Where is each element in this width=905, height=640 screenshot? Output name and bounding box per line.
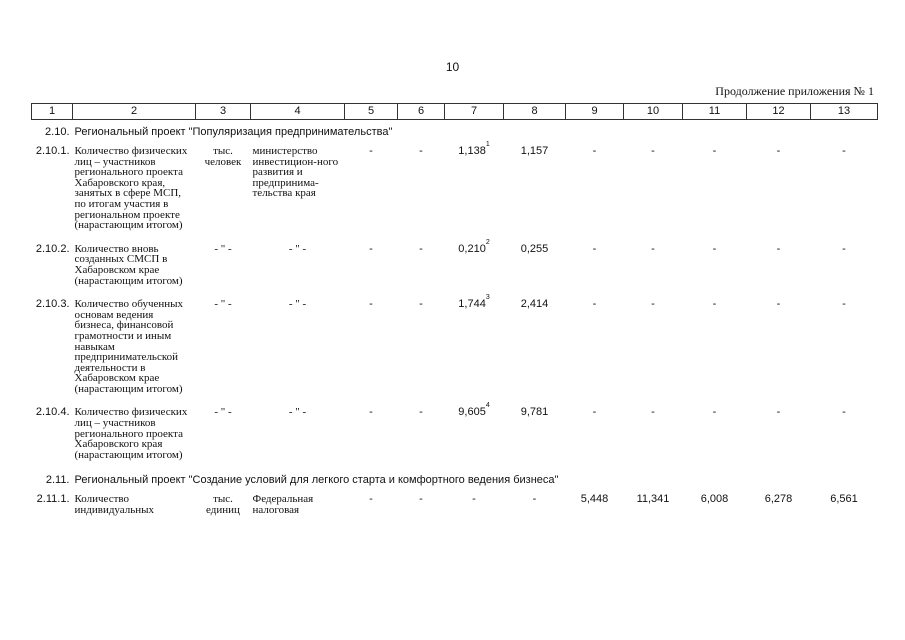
responsible-cell: - " - bbox=[288, 406, 307, 419]
value-cell: 6,561 bbox=[830, 493, 858, 506]
col-header: 3 bbox=[196, 104, 251, 120]
value-cell bbox=[445, 294, 504, 402]
value-cell: 1,157 bbox=[520, 145, 549, 157]
value-text: 9,605 bbox=[458, 406, 486, 419]
value-cell: - bbox=[651, 406, 655, 419]
responsible-cell: министерство инвестицион-ного развития и предпринима-тельства края bbox=[252, 145, 339, 200]
value-cell: - bbox=[651, 242, 655, 255]
indicator-name: Количество индивидуальных bbox=[74, 493, 155, 517]
section-row bbox=[32, 120, 878, 142]
value-cell: 6,008 bbox=[700, 493, 729, 506]
value-cell: - bbox=[712, 242, 717, 255]
value-cell bbox=[445, 402, 504, 468]
value-text: - bbox=[472, 493, 476, 506]
col-header: 1 bbox=[32, 104, 73, 120]
value-text: 0,210 bbox=[458, 242, 486, 255]
value-cell: - bbox=[592, 145, 597, 157]
col-header: 2 bbox=[73, 104, 196, 120]
indicator-name: Количество обученных основам ведения бизнеса, финансовой грамотности и иным навыкам предпринимательской деятельности в Хабаровском крае (нарастающим итогом) bbox=[74, 298, 184, 395]
table-row bbox=[32, 141, 878, 239]
footnote-mark: 4 bbox=[485, 402, 490, 410]
value-cell: - bbox=[592, 298, 597, 311]
value-cell: - bbox=[369, 493, 373, 506]
value-cell: 2,414 bbox=[520, 298, 549, 311]
table-row bbox=[32, 402, 878, 468]
col-header: 10 bbox=[624, 104, 683, 120]
row-number: 2.11.1. bbox=[36, 493, 70, 506]
value-cell: - bbox=[776, 145, 781, 157]
value-cell: - bbox=[369, 145, 373, 157]
value-cell: - bbox=[842, 145, 846, 157]
table-row bbox=[32, 294, 878, 402]
value-cell: - bbox=[369, 406, 373, 419]
table-row bbox=[32, 489, 878, 523]
page-number: 10 bbox=[445, 60, 460, 74]
unit-cell: тыс. единиц bbox=[206, 493, 240, 517]
value-cell: - bbox=[712, 145, 717, 157]
col-header: 8 bbox=[504, 104, 566, 120]
section-number: 2.11. bbox=[45, 474, 70, 487]
value-cell: - bbox=[712, 406, 717, 419]
value-cell: - bbox=[842, 298, 846, 311]
row-number: 2.10.1. bbox=[35, 145, 70, 157]
section-title: Региональный проект "Создание условий для легкого старта и комфортного ведения бизнеса" bbox=[74, 474, 559, 487]
row-number: 2.10.4. bbox=[35, 406, 70, 419]
value-cell: - bbox=[712, 298, 717, 311]
value-text: 1,138 bbox=[458, 145, 486, 157]
responsible-cell: - " - bbox=[288, 242, 307, 255]
value-cell: - bbox=[419, 406, 423, 419]
table-row bbox=[32, 239, 878, 294]
value-cell: - bbox=[419, 145, 423, 157]
value-cell bbox=[445, 489, 504, 523]
value-cell: - bbox=[419, 242, 423, 255]
unit-cell: тыс. человек bbox=[204, 145, 242, 168]
value-cell: - bbox=[651, 145, 655, 157]
value-cell: - bbox=[369, 298, 373, 311]
value-cell: - bbox=[592, 242, 597, 255]
value-cell: - bbox=[651, 298, 655, 311]
indicator-name: Количество вновь созданных СМСП в Хабаровском крае (нарастающим итогом) bbox=[74, 242, 183, 287]
value-cell: - bbox=[419, 493, 423, 506]
row-number: 2.10.3. bbox=[35, 298, 70, 311]
footnote-mark: 3 bbox=[485, 294, 490, 302]
value-cell bbox=[445, 141, 504, 239]
value-cell: - bbox=[842, 242, 846, 255]
value-cell: 11,341 bbox=[636, 493, 670, 506]
col-header: 11 bbox=[683, 104, 747, 120]
section-title: Региональный проект "Популяризация предпринимательства" bbox=[74, 126, 393, 138]
footnote-mark: 1 bbox=[485, 141, 490, 148]
continuation-caption: Продолжение приложения № 1 bbox=[715, 84, 874, 98]
footnote-mark: 2 bbox=[485, 238, 490, 246]
value-cell: 5,448 bbox=[580, 493, 609, 506]
unit-cell: - " - bbox=[214, 242, 232, 255]
value-cell: 6,278 bbox=[764, 493, 793, 506]
value-cell: - bbox=[592, 406, 597, 419]
value-cell: - bbox=[419, 298, 423, 311]
section-row bbox=[32, 468, 878, 489]
value-cell: 9,781 bbox=[520, 406, 549, 419]
row-number: 2.10.2. bbox=[35, 242, 70, 255]
value-cell: - bbox=[776, 298, 781, 311]
value-text: 1,744 bbox=[458, 298, 486, 311]
col-header: 4 bbox=[251, 104, 345, 120]
indicator-name: Количество физических лиц – участников регионального проекта Хабаровского края (нарастающим итогом) bbox=[74, 406, 188, 461]
column-number-row bbox=[32, 104, 878, 120]
value-cell: - bbox=[842, 406, 846, 419]
col-header: 13 bbox=[811, 104, 878, 120]
indicators-table bbox=[31, 103, 878, 524]
value-cell: 0,255 bbox=[520, 242, 549, 255]
value-cell bbox=[445, 239, 504, 294]
indicator-name: Количество физических лиц – участников регионального проекта Хабаровского края, занятых в сфере МСП, по итогам участия в региональном проекте (нарастающим итогом) bbox=[74, 145, 188, 232]
col-header: 7 bbox=[445, 104, 504, 120]
responsible-cell: Федеральная налоговая bbox=[252, 493, 314, 517]
responsible-cell: - " - bbox=[288, 298, 307, 311]
col-header: 9 bbox=[566, 104, 624, 120]
unit-cell: - " - bbox=[214, 298, 232, 311]
value-cell: - bbox=[369, 242, 373, 255]
unit-cell: - " - bbox=[214, 406, 232, 419]
value-cell: - bbox=[532, 493, 537, 506]
col-header: 12 bbox=[747, 104, 811, 120]
col-header: 5 bbox=[345, 104, 398, 120]
col-header: 6 bbox=[398, 104, 445, 120]
section-number: 2.10. bbox=[45, 126, 70, 138]
value-cell: - bbox=[776, 406, 781, 419]
value-cell: - bbox=[776, 242, 781, 255]
